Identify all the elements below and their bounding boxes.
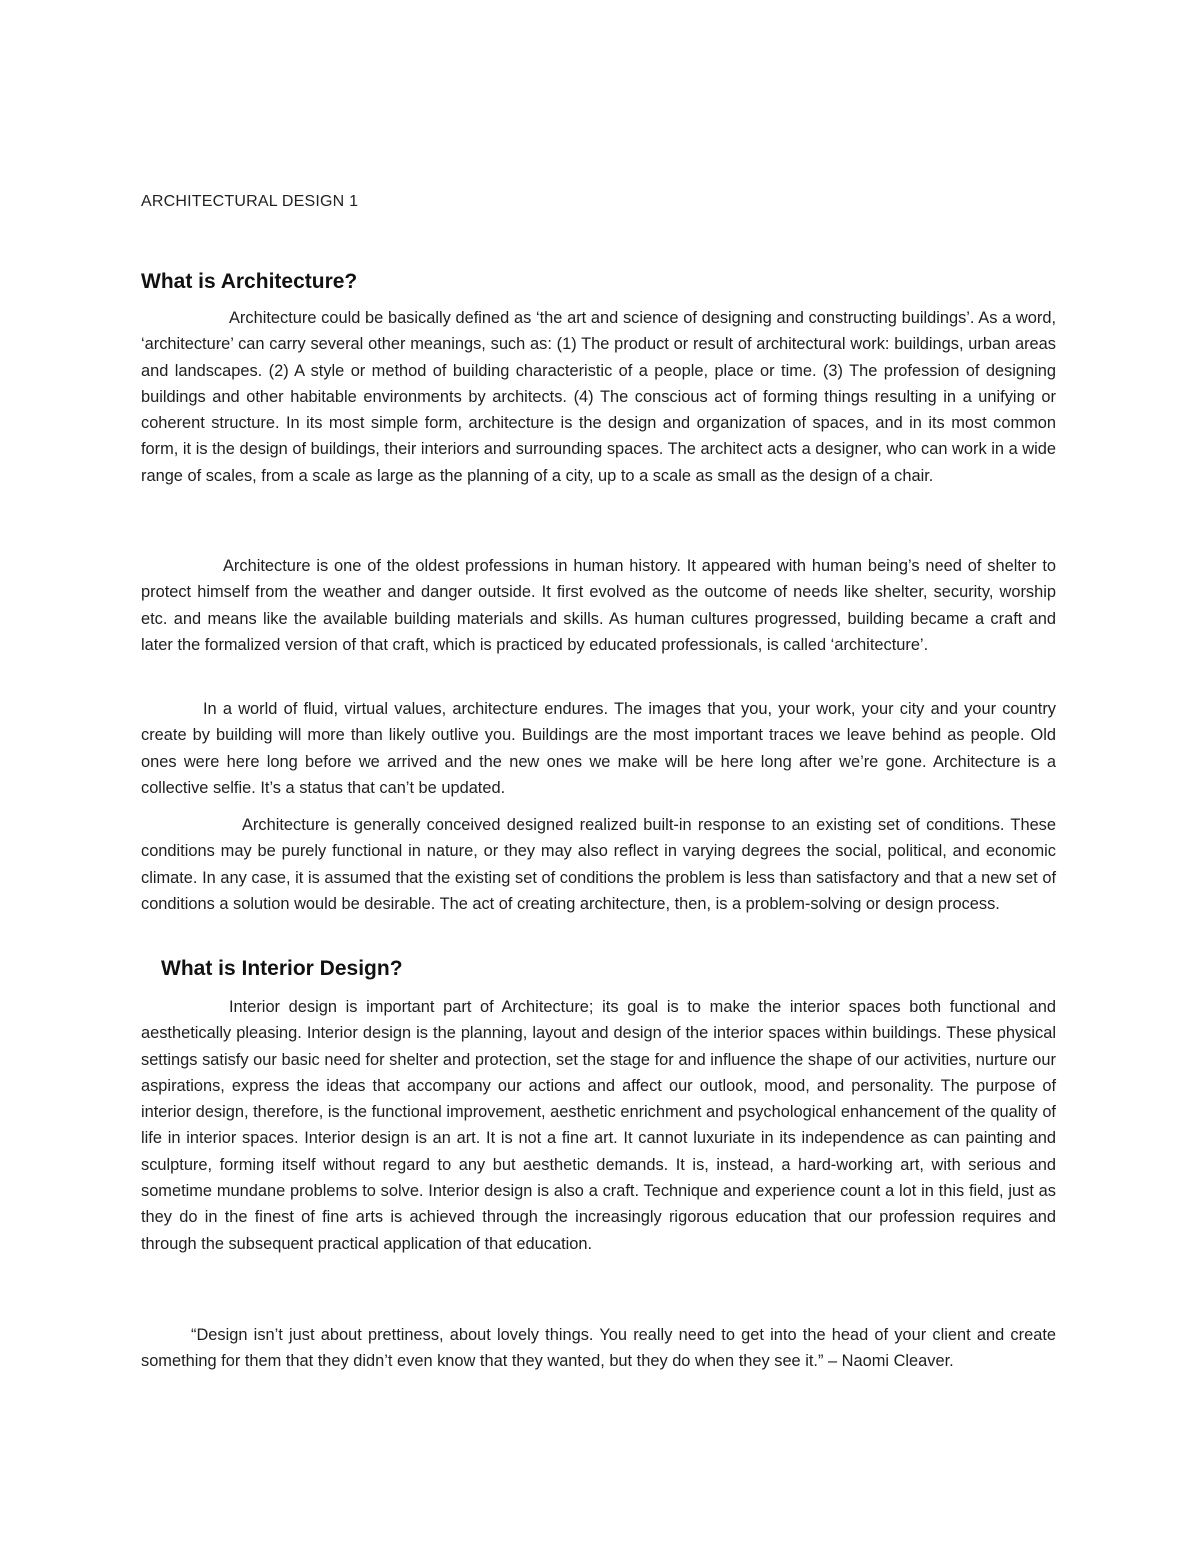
document-label: ARCHITECTURAL DESIGN 1 (141, 193, 359, 210)
paragraph-architecture-endures: In a world of fluid, virtual values, architecture endures. The images that you, your work, your city and your country create by building will more than likely outlive you. Buildings are the most important traces we leave behind as people. Old ones were here long before we arrived and the new ones we make will be here long after we’re gone. Architecture is a collective selfie. It’s a status that can’t be updated. (141, 700, 1056, 797)
paragraph-quote-naomi-cleaver: “Design isn’t just about prettiness, about lovely things. You really need to get into the head of your client and create something for them that they didn’t even know that they wanted, but they do when they see it.” – Naomi Cleaver. (141, 1326, 1056, 1371)
paragraph-architecture-history: Architecture is one of the oldest professions in human history. It appeared with human being’s need of shelter to protect himself from the weather and danger outside. It first evolved as the outcome of needs like shelter, security, worship etc. and means like the available building materials and skills. As human cultures progressed, building became a craft and later the formalized version of that craft, which is practiced by educated professionals, is called ‘architecture’. (141, 557, 1056, 654)
paragraph-architecture-conditions: Architecture is generally conceived designed realized built-in response to an existing set of conditions. These conditions may be purely functional in nature, or they may also reflect in varying degrees the social, political, and economic climate. In any case, it is assumed that the existing set of conditions the problem is less than satisfactory and that a new set of conditions a solution would be desirable. The act of creating architecture, then, is a problem-solving or design process. (141, 816, 1056, 913)
heading-what-is-architecture: What is Architecture? (141, 270, 358, 293)
paragraph-interior-design: Interior design is important part of Architecture; its goal is to make the interior spaces both functional and aesthetically pleasing. Interior design is the planning, layout and design of the interior spaces within buildings. These physical settings satisfy our basic need for shelter and protection, set the stage for and influence the shape of our activities, nurture our aspirations, express the ideas that accompany our actions and affect our outlook, mood, and personality. The purpose of interior design, therefore, is the functional improvement, aesthetic enrichment and psychological enhancement of the quality of life in interior spaces. Interior design is an art. It is not a fine art. It cannot luxuriate in its independence as can painting and sculpture, forming itself without regard to any but aesthetic demands. It is, instead, a hard-working art, with serious and sometime mundane problems to solve. Interior design is also a craft. Technique and experience count a lot in this field, just as they do in the finest of fine arts is achieved through the increasingly rigorous education that our profession requires and through the subsequent practical application of that education. (141, 998, 1056, 1253)
heading-what-is-interior-design: What is Interior Design? (161, 957, 403, 980)
paragraph-architecture-definition: Architecture could be basically defined as ‘the art and science of designing and constructing buildings’. As a word, ‘architecture’ can carry several other meanings, such as: (1) The product or result of architectural work: buildings, urban areas and landscapes. (2) A style or method of building characteristic of a people, place or time. (3) The profession of designing buildings and other habitable environments by architects. (4) The conscious act of forming things resulting in a unifying or coherent structure. In its most simple form, architecture is the design and organization of spaces, and in its most common form, it is the design of buildings, their interiors and surrounding spaces. The architect acts a designer, who can work in a wide range of scales, from a scale as large as the planning of a city, up to a scale as small as the design of a chair. (141, 309, 1056, 485)
